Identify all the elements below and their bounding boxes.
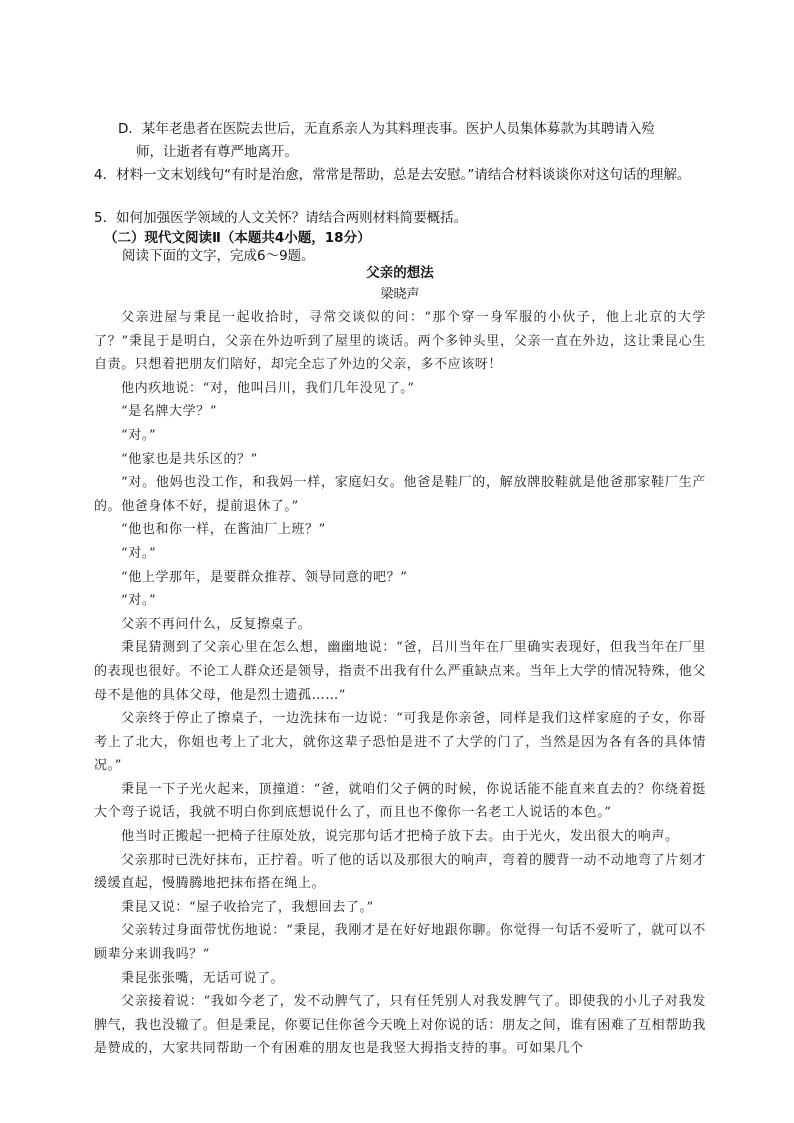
story-header [94,262,706,306]
question-block-option-d [94,118,706,164]
story-paragraph: 他当时正搬起一把椅子往原处放，说完那句话才把椅子放下去。由于光火，发出很大的响声。 [121,829,679,845]
story-paragraph: 父亲转过身面带忧伤地说：“秉昆，我刚才是在好好地跟你聊。你觉得一句话不爱听了，就可以不顾辈分来训我吗？” [94,923,706,963]
story-title: 父亲的想法 [366,265,434,281]
story-paragraph: “他家也是共乐区的？” [121,451,258,467]
story-paragraph: 父亲不再问什么，反复擦桌子。 [121,616,312,632]
story-paragraph: 秉昆一下子光火起来，顶撞道：“爸，就咱们父子俩的时候，你说话能不能直来直去的？你绕着挺大个弯子说话，我就不明白你到底想说什么了，而且也不像你一名老工人说话的本色。” [94,781,706,821]
story-paragraph: “对。” [121,427,157,443]
option-d-line1: D．某年老患者在医院去世后，无直系亲人为其料理丧事。医护人员集体募款为其聘请入殓 [118,121,655,137]
story-paragraph: 秉昆猜测到了父亲心里在怎么想，幽幽地说：“爸，吕川当年在厂里确实表现好，但我当年在厂里的表现也很好。不论工人群众还是领导，指责不出我有什么严重缺点来。当年上大学的情况特殊，他父母不是他的具体父母，他是烈士遗孤……” [94,640,707,703]
story-paragraph: 父亲接着说：“我如今老了，发不动脾气了，只有任凭别人对我发脾气了。即使我的小儿子对我发脾气，我也没辙了。但是秉昆，你要记住你爸今天晚上对你说的话：朋友之间，谁有困难了互相帮助我是赞成的，大家共同帮助一个有困难的朋友也是我竖大拇指支持的事。可如果几个 [94,994,707,1057]
story-paragraph: “是名牌大学？” [121,404,218,420]
question-4: 4．材料一文末划线句“有时是治愈，常常是帮助，总是去安慰。”请结合材料谈谈你对这句话的理解。 [94,167,691,183]
story-paragraph: “对。” [121,545,157,561]
question-5: 5．如何加强医学领域的人文关怀？请结合两则材料简要概括。 [94,210,468,226]
story-paragraph: 秉昆又说：“屋子收拾完了，我想回去了。” [121,899,374,915]
section-heading: （二）现代文阅读Ⅱ（本题共4小题，18分） [104,230,371,246]
story-paragraph: 父亲终于停止了擦桌子，一边洗抹布一边说：“可我是你亲爸，同样是我们这样家庭的子女，你哥考上了北大，你姐也考上了北大，就你这辈子恐怕是进不了大学的门了，当然是因为各有各的具体情况。” [94,711,706,774]
story-paragraph: 父亲那时已洗好抹布，正拧着。听了他的话以及那很大的响声，弯着的腰背一动不动地弯了片刻才缓缓直起，慢腾腾地把抹布搭在绳上。 [94,852,706,892]
story-body [94,306,706,1061]
story-paragraph: “对。” [121,593,157,609]
option-d-line2: 师，让逝者有尊严地离开。 [136,144,298,160]
story-paragraph: “对。他妈也没工作，和我妈一样，家庭妇女。他爸是鞋厂的，解放牌胶鞋就是他爸那家鞋厂生产的。他爸身体不好，提前退休了。” [94,475,706,514]
question-4-block [94,164,706,187]
option-d [94,118,706,164]
story-paragraph: 他内疚地说：“对，他叫吕川，我们几年没见了。” [121,380,415,396]
story-paragraph: “他上学那年，是要群众推荐、领导同意的吧？” [121,569,408,585]
story-paragraph: “他也和你一样，在酱油厂上班？” [121,522,326,538]
section-instruction: 阅读下面的文字，完成6～9题。 [122,248,315,264]
story-paragraph: 秉昆张张嘴，无话可说了。 [121,970,285,986]
story-author: 梁晓声 [380,287,420,302]
story-paragraph: 父亲进屋与秉昆一起收拾时，寻常交谈似的问：“那个穿一身军服的小伙子，他上北京的大学了？”秉昆于是明白，父亲在外边听到了屋里的谈话。两个多钟头里，父亲一直在外边，这让秉昆心生自责。只想着把朋友们陪好，却完全忘了外边的父亲，多不应该呀！ [94,310,706,373]
